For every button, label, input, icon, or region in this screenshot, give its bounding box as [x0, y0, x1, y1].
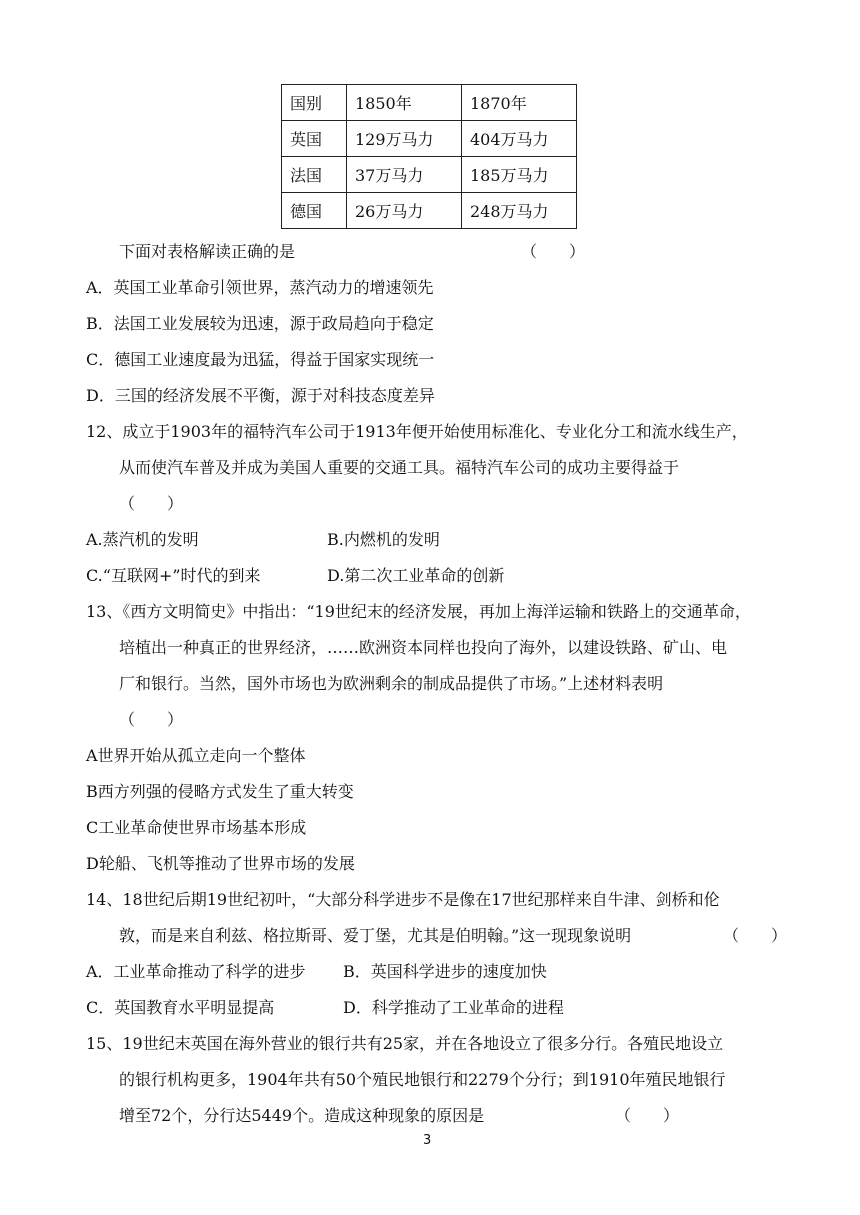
q12-option-a: A.蒸汽机的发明	[86, 530, 199, 549]
q13-option-a: A世界开始从孤立走向一个整体	[86, 746, 306, 765]
table-cell: 404万马力	[462, 121, 577, 157]
table-cell: 1850年	[347, 85, 462, 121]
q13-option-b: B西方列强的侵略方式发生了重大转变	[86, 782, 354, 801]
table-cell: 1870年	[462, 85, 577, 121]
q15-answer-paren: （ ）	[615, 1106, 680, 1125]
page-number: 3	[423, 1133, 432, 1148]
q15-stem-line-3: 增至72个，分行达5449个。造成这种现象的原因是	[119, 1106, 485, 1125]
table-cell: 英国	[282, 121, 347, 157]
q11-option-c: C．德国工业速度最为迅猛，得益于国家实现统一	[86, 350, 435, 369]
table-header-row	[282, 85, 577, 121]
q12-option-d: D.第二次工业革命的创新	[327, 566, 505, 585]
table-row	[282, 157, 577, 193]
table-cell: 185万马力	[462, 157, 577, 193]
q14-stem-line-1: 14、18世纪后期19世纪初叶，“大部分科学进步不是像在17世纪那样来自牛津、剑桥和伦	[86, 890, 720, 909]
table-cell: 国别	[282, 85, 347, 121]
q13-stem-line-2: 培植出一种真正的世界经济，……欧洲资本同样也投向了海外，以建设铁路、矿山、电	[119, 638, 728, 657]
q15-stem-line-2: 的银行机构更多，1904年共有50个殖民地银行和2279个分行；到1910年殖民地银行	[119, 1070, 726, 1089]
q13-stem-line-3: 厂和银行。当然，国外市场也为欧洲剩余的制成品提供了市场。”上述材料表明	[119, 674, 664, 693]
table-cell: 26万马力	[347, 193, 462, 229]
q12-option-c: C.“互联网+”时代的到来	[86, 566, 261, 585]
table-cell: 法国	[282, 157, 347, 193]
q12-answer-paren: （ ）	[119, 494, 184, 513]
q11-option-b: B．法国工业发展较为迅速，源于政局趋向于稳定	[86, 314, 434, 333]
q14-answer-paren: （ ）	[723, 926, 788, 945]
q12-stem-line-1: 12、成立于1903年的福特汽车公司于1913年便开始使用标准化、专业化分工和流水线生产，	[86, 422, 748, 441]
table-cell: 248万马力	[462, 193, 577, 229]
q14-option-d: D．科学推动了工业革命的进程	[343, 998, 564, 1017]
table-row	[282, 193, 577, 229]
q15-stem-line-1: 15、19世纪末英国在海外营业的银行共有25家，并在各地设立了很多分行。各殖民地设立	[86, 1034, 724, 1053]
q11-answer-paren: （ ）	[521, 242, 586, 261]
q11-option-a: A．英国工业革命引领世界，蒸汽动力的增速领先	[86, 278, 434, 297]
q13-answer-paren: （ ）	[119, 710, 184, 729]
q12-stem-line-2: 从而使汽车普及并成为美国人重要的交通工具。福特汽车公司的成功主要得益于	[119, 458, 680, 477]
q14-option-c: C．英国教育水平明显提高	[86, 998, 275, 1017]
q13-stem-line-1: 13、《西方文明简史》中指出：“19世纪末的经济发展，再加上海洋运输和铁路上的交通革命，	[86, 602, 751, 621]
q11-option-d: D．三国的经济发展不平衡，源于对科技态度差异	[86, 386, 435, 405]
horsepower-table	[281, 84, 577, 229]
q13-option-c: C工业革命使世界市场基本形成	[86, 818, 307, 837]
q11-stem: 下面对表格解读正确的是	[119, 242, 296, 261]
q14-stem-line-2: 敦，而是来自利兹、格拉斯哥、爱丁堡，尤其是伯明翰。”这一现现象说明	[119, 926, 632, 945]
q14-option-b: B．英国科学进步的速度加快	[343, 962, 547, 981]
q13-option-d: D轮船、飞机等推动了世界市场的发展	[86, 854, 355, 873]
q14-option-a: A．工业革命推动了科学的进步	[86, 962, 306, 981]
table-cell: 37万马力	[347, 157, 462, 193]
table-cell: 德国	[282, 193, 347, 229]
table-cell: 129万马力	[347, 121, 462, 157]
table-row	[282, 121, 577, 157]
q12-option-b: B.内燃机的发明	[327, 530, 440, 549]
